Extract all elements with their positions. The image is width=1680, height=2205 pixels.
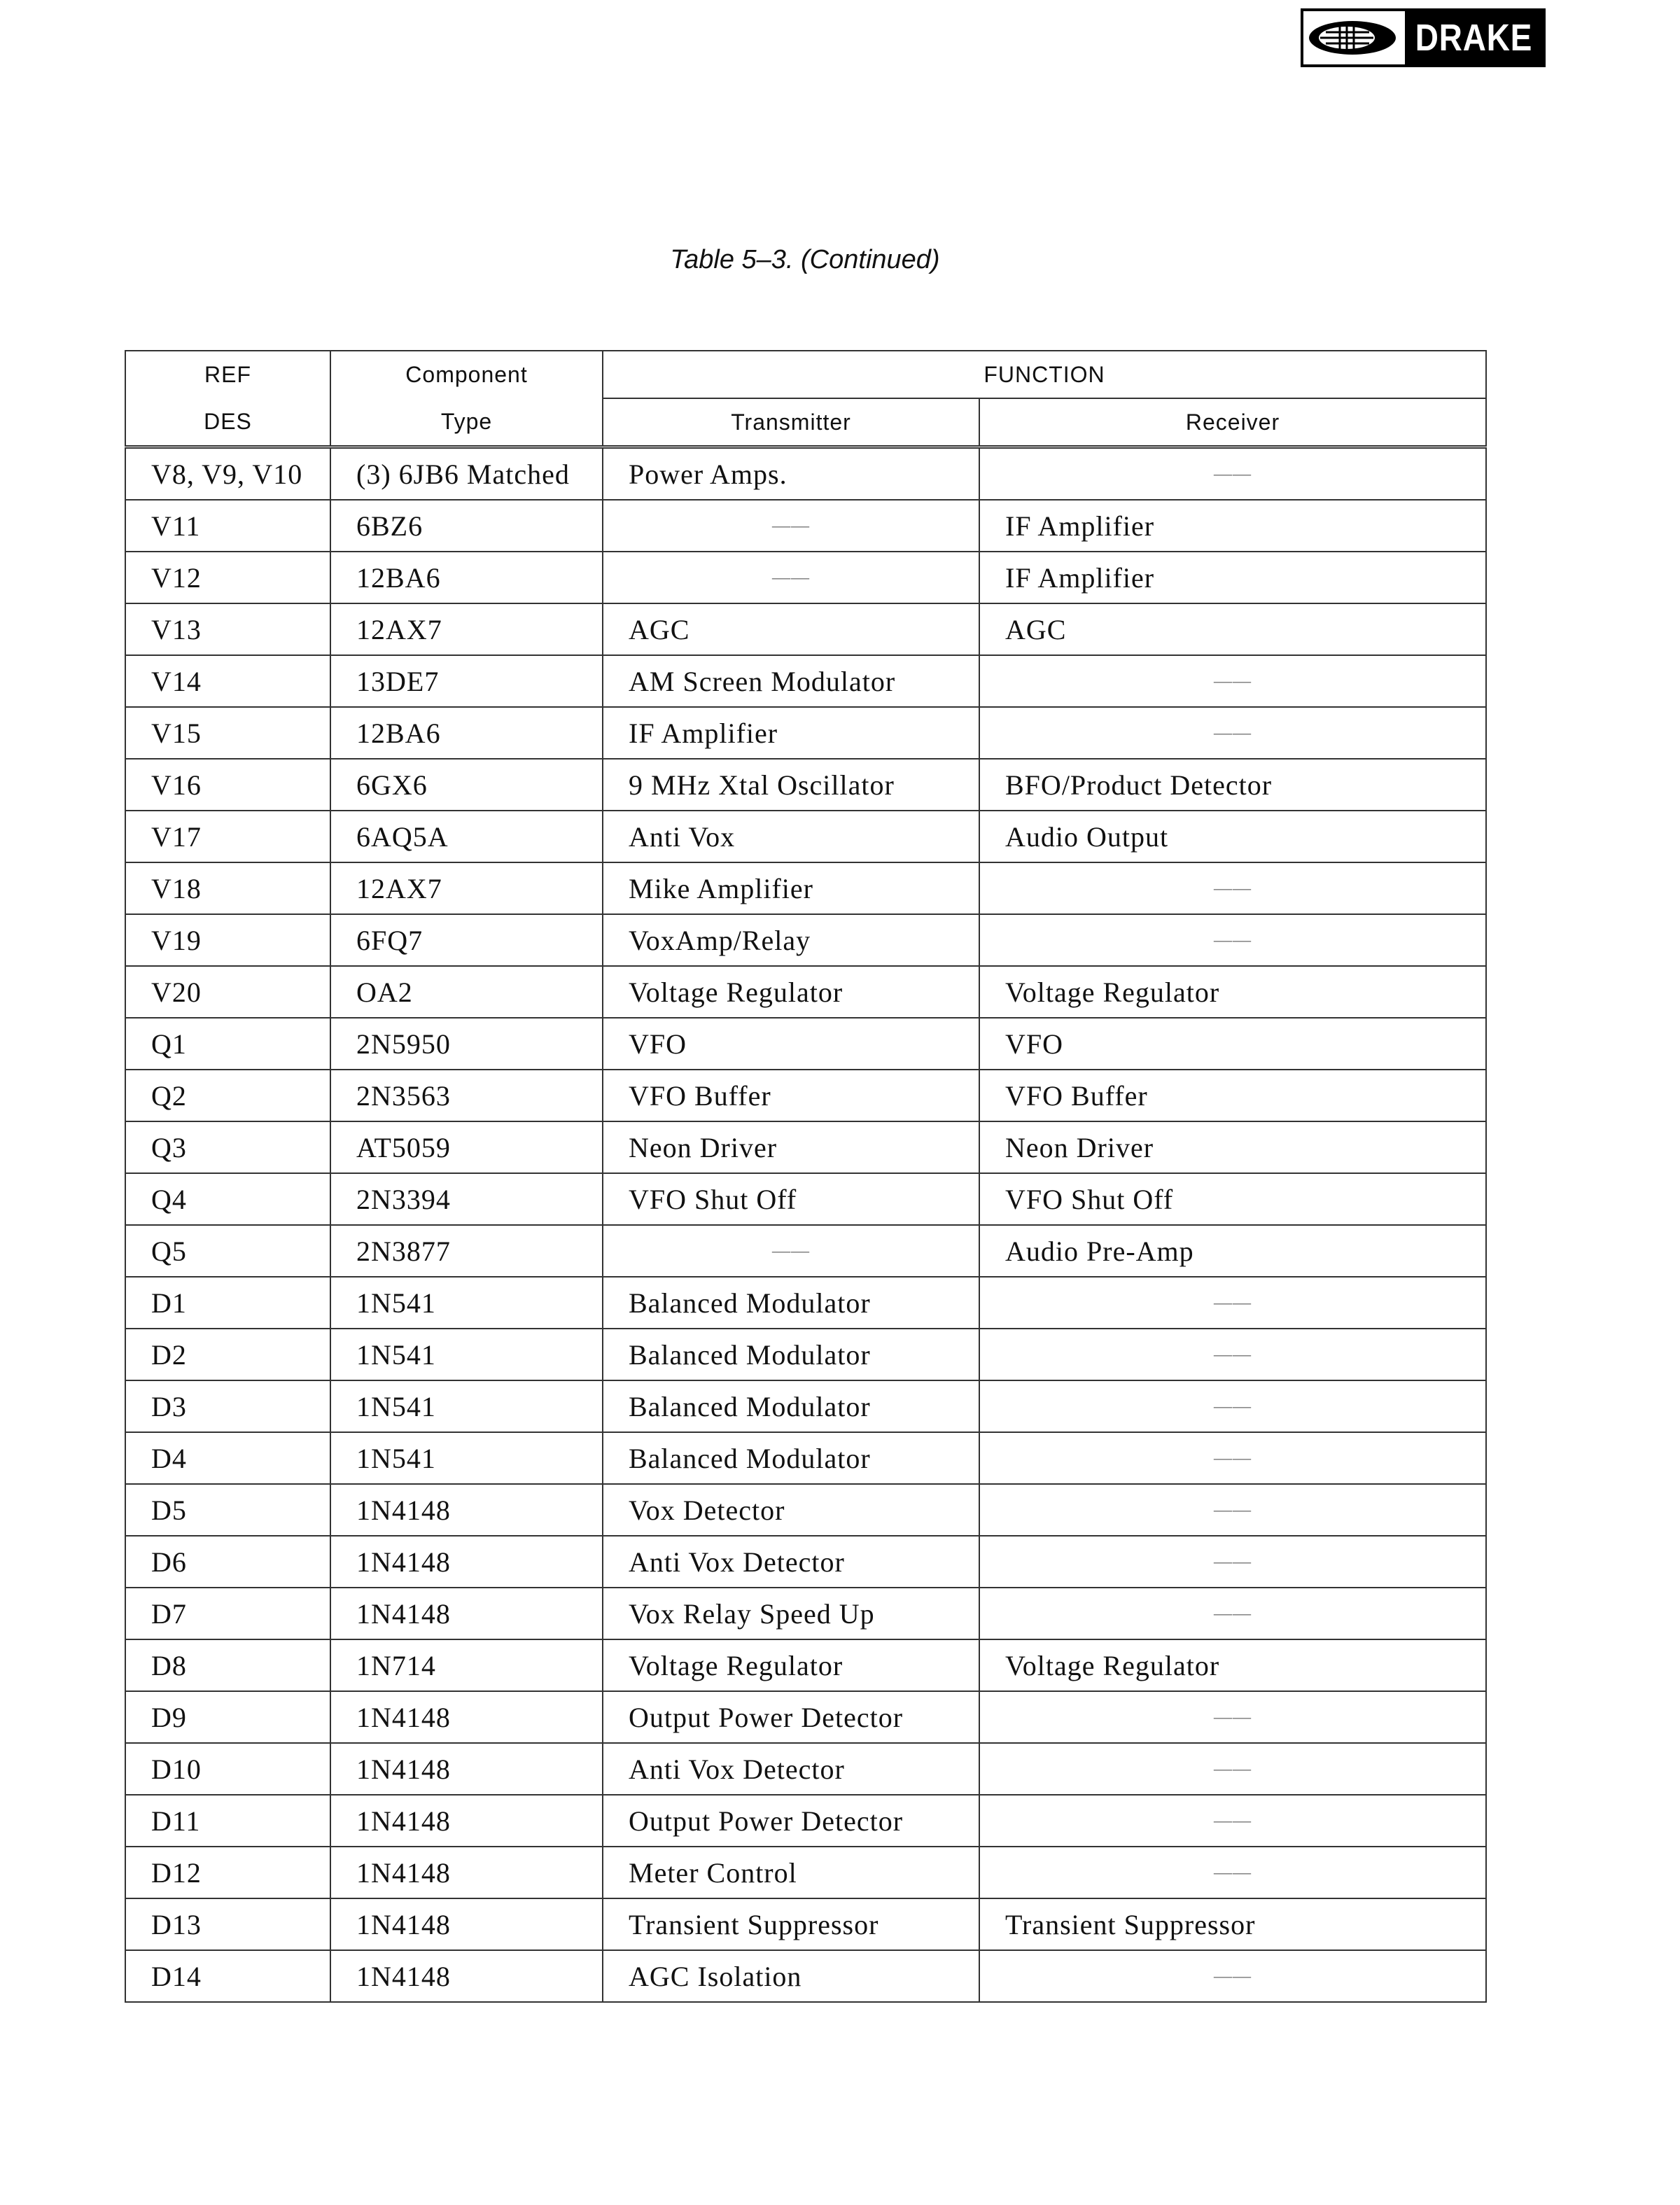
component-type: 1N541 xyxy=(330,1277,603,1329)
receiver-function: Voltage Regulator xyxy=(979,966,1486,1018)
table-row xyxy=(125,1898,1486,1950)
receiver-function: —— xyxy=(979,1950,1486,2002)
component-type: 12BA6 xyxy=(330,552,603,603)
ref-des: V17 xyxy=(125,811,330,862)
transmitter-function: Voltage Regulator xyxy=(603,966,979,1018)
transmitter-function: —— xyxy=(603,1225,979,1277)
ref-des: D11 xyxy=(125,1795,330,1847)
ref-des: V12 xyxy=(125,552,330,603)
header-function: FUNCTION xyxy=(603,351,1486,398)
ref-des: D6 xyxy=(125,1536,330,1588)
table-row xyxy=(125,1225,1486,1277)
ref-des: Q2 xyxy=(125,1070,330,1121)
receiver-function: —— xyxy=(979,655,1486,707)
transmitter-function: AGC xyxy=(603,603,979,655)
header-component: Component xyxy=(330,351,603,398)
table-row xyxy=(125,811,1486,862)
receiver-function: VFO Shut Off xyxy=(979,1173,1486,1225)
ref-des: V20 xyxy=(125,966,330,1018)
ref-des: Q5 xyxy=(125,1225,330,1277)
component-type: (3) 6JB6 Matched xyxy=(330,447,603,500)
table-row xyxy=(125,1691,1486,1743)
table-row xyxy=(125,966,1486,1018)
ref-des: D7 xyxy=(125,1588,330,1639)
table-row xyxy=(125,1380,1486,1432)
table-row xyxy=(125,1121,1486,1173)
receiver-function: Voltage Regulator xyxy=(979,1639,1486,1691)
receiver-function: —— xyxy=(979,1536,1486,1588)
table-row xyxy=(125,1329,1486,1380)
component-type: AT5059 xyxy=(330,1121,603,1173)
header-type: Type xyxy=(330,398,603,447)
transmitter-function: 9 MHz Xtal Oscillator xyxy=(603,759,979,811)
table-row xyxy=(125,1588,1486,1639)
table-row xyxy=(125,707,1486,759)
transmitter-function: Balanced Modulator xyxy=(603,1380,979,1432)
receiver-function: —— xyxy=(979,862,1486,914)
receiver-function: —— xyxy=(979,1484,1486,1536)
receiver-function: —— xyxy=(979,707,1486,759)
component-type: 1N714 xyxy=(330,1639,603,1691)
ref-des: V19 xyxy=(125,914,330,966)
ref-des: D10 xyxy=(125,1743,330,1795)
transmitter-function: Balanced Modulator xyxy=(603,1432,979,1484)
receiver-function: —— xyxy=(979,1329,1486,1380)
drake-logo xyxy=(1301,8,1546,67)
component-type: 1N541 xyxy=(330,1432,603,1484)
table-row xyxy=(125,655,1486,707)
receiver-function: —— xyxy=(979,1743,1486,1795)
table-row xyxy=(125,1639,1486,1691)
receiver-function: —— xyxy=(979,1380,1486,1432)
ref-des: D9 xyxy=(125,1691,330,1743)
header-ref: REF xyxy=(125,351,330,398)
component-type: 12BA6 xyxy=(330,707,603,759)
header-des: DES xyxy=(125,398,330,447)
transmitter-function: Vox Detector xyxy=(603,1484,979,1536)
ref-des: V18 xyxy=(125,862,330,914)
ref-des: D12 xyxy=(125,1847,330,1898)
table-row xyxy=(125,1950,1486,2002)
logo-text: DRAKE xyxy=(1415,17,1533,59)
header-receiver: Receiver xyxy=(979,398,1486,447)
ref-des: Q1 xyxy=(125,1018,330,1070)
component-type: 1N4148 xyxy=(330,1536,603,1588)
table-row xyxy=(125,1743,1486,1795)
component-type: 1N4148 xyxy=(330,1484,603,1536)
transmitter-function: Voltage Regulator xyxy=(603,1639,979,1691)
transmitter-function: —— xyxy=(603,552,979,603)
table-row xyxy=(125,1277,1486,1329)
ref-des: V13 xyxy=(125,603,330,655)
receiver-function: Audio Output xyxy=(979,811,1486,862)
component-type: 2N3877 xyxy=(330,1225,603,1277)
table-row xyxy=(125,1536,1486,1588)
ref-des: V8, V9, V10 xyxy=(125,447,330,500)
transmitter-function: VFO xyxy=(603,1018,979,1070)
receiver-function: IF Amplifier xyxy=(979,500,1486,552)
transmitter-function: Meter Control xyxy=(603,1847,979,1898)
component-type: 2N5950 xyxy=(330,1018,603,1070)
transmitter-function: Anti Vox Detector xyxy=(603,1743,979,1795)
transmitter-function: Neon Driver xyxy=(603,1121,979,1173)
transmitter-function: Balanced Modulator xyxy=(603,1277,979,1329)
ref-des: D4 xyxy=(125,1432,330,1484)
header-transmitter: Transmitter xyxy=(603,398,979,447)
table-row xyxy=(125,1018,1486,1070)
receiver-function: —— xyxy=(979,1432,1486,1484)
ref-des: V15 xyxy=(125,707,330,759)
receiver-function: VFO Buffer xyxy=(979,1070,1486,1121)
receiver-function: —— xyxy=(979,1277,1486,1329)
receiver-function: VFO xyxy=(979,1018,1486,1070)
transmitter-function: Transient Suppressor xyxy=(603,1898,979,1950)
transmitter-function: Output Power Detector xyxy=(603,1795,979,1847)
transmitter-function: Mike Amplifier xyxy=(603,862,979,914)
transmitter-function: Power Amps. xyxy=(603,447,979,500)
table-row xyxy=(125,500,1486,552)
ref-des: V14 xyxy=(125,655,330,707)
ref-des: D8 xyxy=(125,1639,330,1691)
transmitter-function: IF Amplifier xyxy=(603,707,979,759)
transmitter-function: VoxAmp/Relay xyxy=(603,914,979,966)
ref-des: D1 xyxy=(125,1277,330,1329)
receiver-function: Transient Suppressor xyxy=(979,1898,1486,1950)
table-row xyxy=(125,1795,1486,1847)
component-type: 1N4148 xyxy=(330,1588,603,1639)
ref-des: Q3 xyxy=(125,1121,330,1173)
transmitter-function: AGC Isolation xyxy=(603,1950,979,2002)
ref-des: D5 xyxy=(125,1484,330,1536)
ref-des: D13 xyxy=(125,1898,330,1950)
receiver-function: —— xyxy=(979,1691,1486,1743)
ref-des: V16 xyxy=(125,759,330,811)
receiver-function: —— xyxy=(979,447,1486,500)
receiver-function: Audio Pre-Amp xyxy=(979,1225,1486,1277)
globe-icon xyxy=(1303,11,1405,64)
component-type: 2N3563 xyxy=(330,1070,603,1121)
table-row xyxy=(125,1847,1486,1898)
transmitter-function: AM Screen Modulator xyxy=(603,655,979,707)
component-table xyxy=(125,350,1487,2003)
component-type: 12AX7 xyxy=(330,603,603,655)
transmitter-function: Output Power Detector xyxy=(603,1691,979,1743)
ref-des: V11 xyxy=(125,500,330,552)
receiver-function: AGC xyxy=(979,603,1486,655)
transmitter-function: Anti Vox xyxy=(603,811,979,862)
component-type: OA2 xyxy=(330,966,603,1018)
transmitter-function: Vox Relay Speed Up xyxy=(603,1588,979,1639)
transmitter-function: VFO Buffer xyxy=(603,1070,979,1121)
transmitter-function: VFO Shut Off xyxy=(603,1173,979,1225)
transmitter-function: Balanced Modulator xyxy=(603,1329,979,1380)
ref-des: D14 xyxy=(125,1950,330,2002)
component-type: 6AQ5A xyxy=(330,811,603,862)
component-type: 13DE7 xyxy=(330,655,603,707)
component-type: 1N4148 xyxy=(330,1795,603,1847)
receiver-function: —— xyxy=(979,1795,1486,1847)
table-row xyxy=(125,447,1486,500)
component-type: 1N4148 xyxy=(330,1950,603,2002)
transmitter-function: —— xyxy=(603,500,979,552)
ref-des: Q4 xyxy=(125,1173,330,1225)
component-type: 1N4148 xyxy=(330,1847,603,1898)
component-type: 1N541 xyxy=(330,1380,603,1432)
receiver-function: BFO/Product Detector xyxy=(979,759,1486,811)
component-type: 12AX7 xyxy=(330,862,603,914)
receiver-function: IF Amplifier xyxy=(979,552,1486,603)
component-type: 6BZ6 xyxy=(330,500,603,552)
receiver-function: —— xyxy=(979,914,1486,966)
transmitter-function: Anti Vox Detector xyxy=(603,1536,979,1588)
component-type: 6FQ7 xyxy=(330,914,603,966)
receiver-function: —— xyxy=(979,1588,1486,1639)
table-row xyxy=(125,914,1486,966)
component-type: 1N4148 xyxy=(330,1743,603,1795)
table-row xyxy=(125,603,1486,655)
table-row xyxy=(125,1432,1486,1484)
table-row xyxy=(125,759,1486,811)
table-row xyxy=(125,1173,1486,1225)
table-row xyxy=(125,1070,1486,1121)
component-type: 2N3394 xyxy=(330,1173,603,1225)
component-type: 1N4148 xyxy=(330,1691,603,1743)
receiver-function: Neon Driver xyxy=(979,1121,1486,1173)
receiver-function: —— xyxy=(979,1847,1486,1898)
component-type: 1N541 xyxy=(330,1329,603,1380)
ref-des: D3 xyxy=(125,1380,330,1432)
table-row xyxy=(125,862,1486,914)
table-title: Table 5–3. (Continued) xyxy=(670,245,940,274)
table-row xyxy=(125,1484,1486,1536)
table-row xyxy=(125,552,1486,603)
ref-des: D2 xyxy=(125,1329,330,1380)
component-type: 6GX6 xyxy=(330,759,603,811)
component-type: 1N4148 xyxy=(330,1898,603,1950)
